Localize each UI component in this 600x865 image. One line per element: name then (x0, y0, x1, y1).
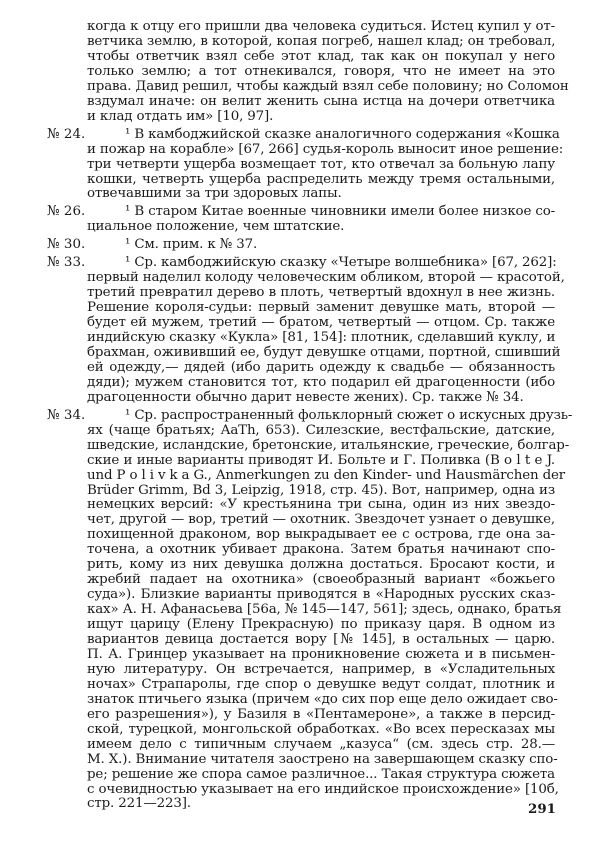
text-line: знаток птичьего языка (причем «до сих пор еще дело ожидает сво- (87, 691, 558, 707)
note-number: № 26. (47, 204, 86, 220)
text-line: дяди); мужем становится тот, кто подарил ей драгоценности (ибо (87, 374, 555, 390)
text-line: циальное положение, чем штатские. (87, 219, 345, 235)
text-line: кошки, четверть ущерба распределить между тремя остальными, (87, 171, 555, 187)
text-line: индийскую сказку «Кукла» [81, 154]: плотник, сделавший куклу, и (87, 330, 556, 345)
text-line: будет ей мужем, третий — братом, четвертый — отцом. Ср. также (87, 315, 555, 331)
text-line: П. А. Гринцер указывает на проникновение сюжета и в письмен- (87, 646, 555, 662)
text-line: похищенной драконом, вор выкрадывает ее с острова, где она за- (87, 527, 555, 543)
text-line: ре; решение же спора самое различное... Такая структура сюжета (87, 766, 555, 782)
text-line: немецких версий: «У крестьянина три сына, один из них звездо- (87, 497, 555, 513)
text-line: первый наделил колоду человеческим обликом, второй — красотой, (87, 270, 565, 286)
text-line: ках» А. Н. Афанасьева [56а, № 145—147, 561]; здесь, однако, братья (87, 602, 562, 618)
text-line: стр. 221—223]. (87, 796, 191, 812)
text-line: драгоценности обычно дарит невесте жених). Ср. также № 34. (87, 389, 524, 405)
text-line: когда к отцу его пришли два человека судиться. Истец купил у от- (87, 19, 555, 34)
text-line: ¹ В старом Китае военные чиновники имели более низкое со- (125, 204, 555, 220)
text-line: ей одежду,— дядей (ибо дарить одежду к свадьбе — обязанность (87, 359, 555, 375)
text-line: жребий падает на охотника» (своеобразный вариант «божьего (87, 572, 555, 588)
text-line: М. Х.). Внимание читателя заострено на завершающем сказку спо- (87, 751, 558, 767)
text-line: и клад отдать им» [10, 97]. (87, 108, 274, 124)
text-line: суда»). Близкие варианты приводятся в «Народных русских сказ- (87, 587, 555, 603)
text-line: его разрешения»), у Базиля в «Пентамероне», а также в персид- (87, 706, 555, 722)
text-line: ¹ См. прим. к № 37. (125, 237, 258, 253)
text-line: и пожар на корабле» [67, 266] судья-король выносит иное решение: (87, 141, 564, 157)
text-line: ¹ Ср. камбоджийскую сказку «Четыре волшебника» [67, 262]: (125, 255, 557, 271)
text-line: вариантов девица достается вору [№ 145], в остальных — царю. (87, 632, 555, 647)
text-line: вздумал иначе: он велит женить сына истца на дочери ответчика (87, 93, 555, 109)
text-line: третий превратил дерево в плоть, четвертый вдохнул в нее жизнь. (87, 285, 555, 301)
text-line: с очевидностью указывает на его индийское происхождение» [10б, (87, 781, 559, 797)
text-line: ¹ В камбоджийской сказке аналогичного содержания «Кошка (125, 126, 560, 142)
text-line: ях (чаще братьях; AaTh, 653). Силезские, вестфальские, датские, (87, 422, 555, 438)
text-line: ¹ Ср. распространенный фольклорный сюжет о искусных друзь- (125, 407, 573, 423)
text-line: чтобы ответчик взял себе этот клад, так как он покупал у него (87, 48, 555, 64)
text-line: ветчика землю, в которой, копая погреб, нашел клад; он требовал, (87, 33, 556, 49)
note-number: № 33. (47, 255, 86, 271)
text-line: отвечавшими за три здоровых лапы. (87, 186, 342, 202)
text-line: права. Давид решил, чтобы каждый взял себе половину; но Соломон (87, 78, 569, 94)
text-line: рить, кому из них девушка должна достаться. Бросают кости, и (87, 557, 555, 573)
page-number: 291 (528, 801, 556, 817)
text-line: ную литературу. Он встречается, например, в «Усладительных (87, 661, 555, 677)
text-line: ской, турецкой, монгольской обработках. «Во всех пересказах мы (87, 721, 555, 737)
text-line: Решение короля-судьи: первый заменит девушке мать, второй — (87, 300, 555, 316)
note-number: № 24. (47, 126, 86, 142)
text-line: только землю; а тот отнекивался, говоря, что не имеет на это (87, 63, 555, 79)
text-line: шведские, исландские, бретонские, итальянские, греческие, болгар- (87, 437, 570, 453)
note-number: № 34. (47, 407, 86, 423)
text-line: ночах» Страпаролы, где спор о девушке ведут солдат, плотник и (87, 676, 555, 692)
text-line: ские и иные варианты приводят И. Больте и Г. Поливка (B o l t e J. (87, 452, 555, 468)
text-line: точена, а охотник убивает дракона. Затем братья начинают спо- (87, 542, 555, 558)
text-line: Brüder Grimm, Bd 3, Leipzig, 1918, стр. 45). Вот, например, одна из (87, 482, 555, 498)
text-line: und P o l i v k a G., Anmerkungen zu den Kinder- und Hausmärchen der (87, 467, 566, 483)
text-line: ищут царицу (Елену Прекрасную) по приказу царя. В одном из (87, 617, 555, 633)
text-line: имеем дело с типичным случаем „казуса“ (см. здесь стр. 28.— (87, 736, 555, 752)
text-line: чет, другой — вор, третий — охотник. Звездочет узнает о девушке, (87, 512, 555, 528)
text-line: брахман, ожививший ее, будут девушке отцами, портной, сшивший (87, 344, 561, 360)
text-line: три четверти ущерба возмещает тот, кто отвечал за больную лапу (87, 156, 555, 172)
note-number: № 30. (47, 237, 86, 253)
